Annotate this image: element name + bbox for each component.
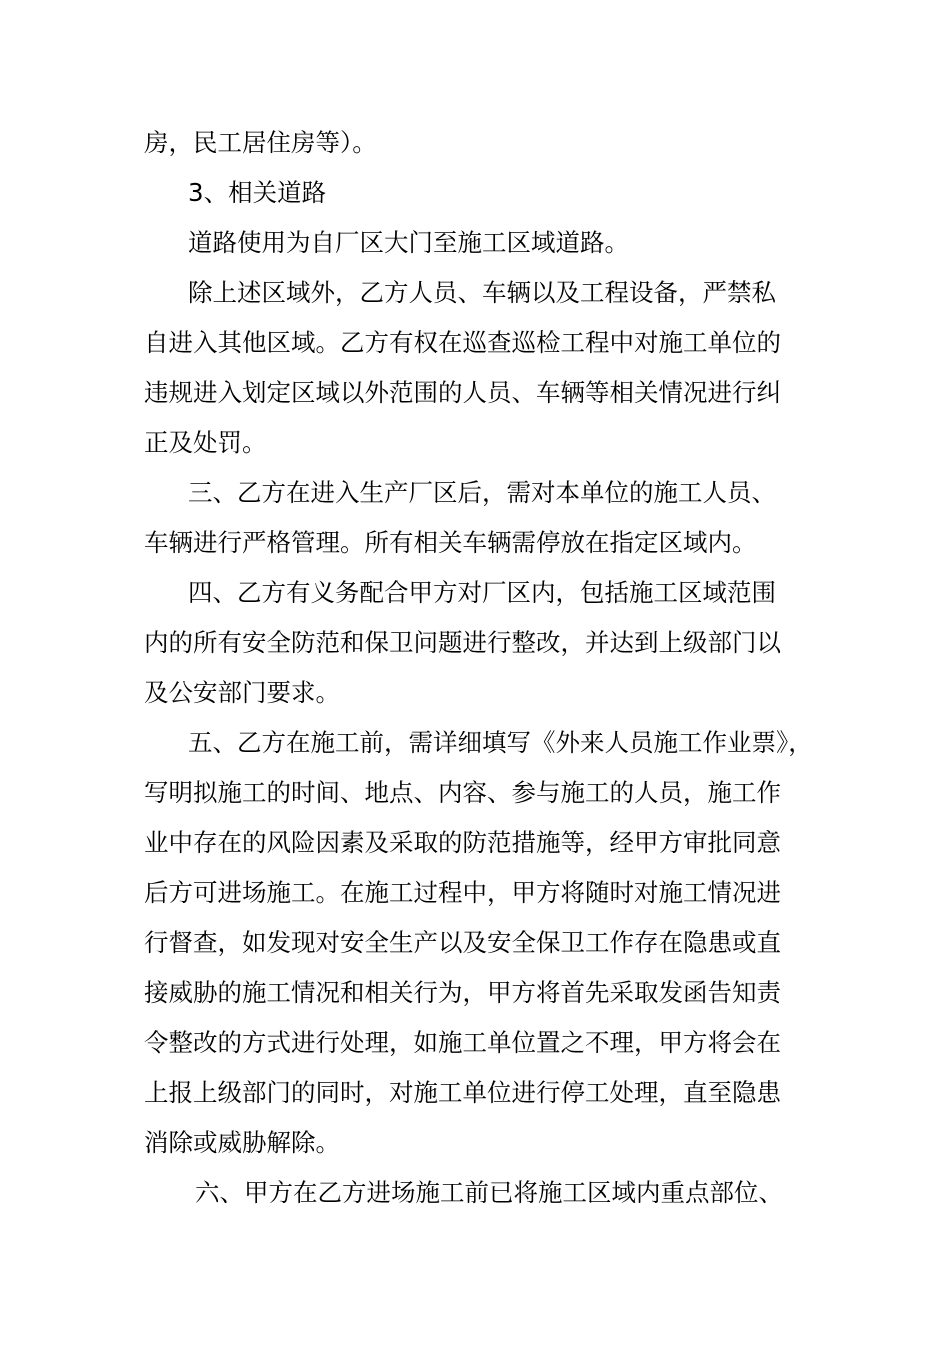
text-line: 业中存在的风险因素及采取的防范措施等，经甲方审批同意 <box>144 828 781 857</box>
text-line: 三、乙方在进入生产厂区后，需对本单位的施工人员、 <box>188 478 776 507</box>
text-line: 正及处罚。 <box>144 428 267 457</box>
text-line: 六、甲方在乙方进场施工前已将施工区域内重点部位、 <box>195 1178 783 1207</box>
text-line: 上报上级部门的同时，对施工单位进行停工处理，直至隐患 <box>144 1078 781 1107</box>
text-line: 房，民工居住房等）。 <box>144 128 377 157</box>
text-line: 除上述区域外，乙方人员、车辆以及工程设备，严禁私 <box>188 278 776 307</box>
text-line: 四、乙方有义务配合甲方对厂区内，包括施工区域范围 <box>188 578 776 607</box>
text-line: 内的所有安全防范和保卫问题进行整改，并达到上级部门以 <box>144 628 781 657</box>
text-line: 及公安部门要求。 <box>144 678 340 707</box>
text-line: 道路使用为自厂区大门至施工区域道路。 <box>188 228 629 257</box>
text-line: 违规进入划定区域以外范围的人员、车辆等相关情况进行纠 <box>144 378 781 407</box>
text-line: 令整改的方式进行处理，如施工单位置之不理，甲方将会在 <box>144 1028 781 1057</box>
text-line: 五、乙方在施工前，需详细填写《外来人员施工作业票》， <box>188 728 813 757</box>
text-line: 车辆进行严格管理。所有相关车辆需停放在指定区域内。 <box>144 528 757 557</box>
text-line: 行督查，如发现对安全生产以及安全保卫工作存在隐患或直 <box>144 928 781 957</box>
text-line: 写明拟施工的时间、地点、内容、参与施工的人员，施工作 <box>144 778 781 807</box>
document-body <box>144 118 814 1218</box>
section-heading: 3、相关道路 <box>188 178 327 207</box>
text-line: 后方可进场施工。在施工过程中，甲方将随时对施工情况进 <box>144 878 781 907</box>
text-line: 接威胁的施工情况和相关行为，甲方将首先采取发函告知责 <box>144 978 781 1007</box>
text-line: 自进入其他区域。乙方有权在巡查巡检工程中对施工单位的 <box>144 328 781 357</box>
text-line: 消除或威胁解除。 <box>144 1128 340 1157</box>
